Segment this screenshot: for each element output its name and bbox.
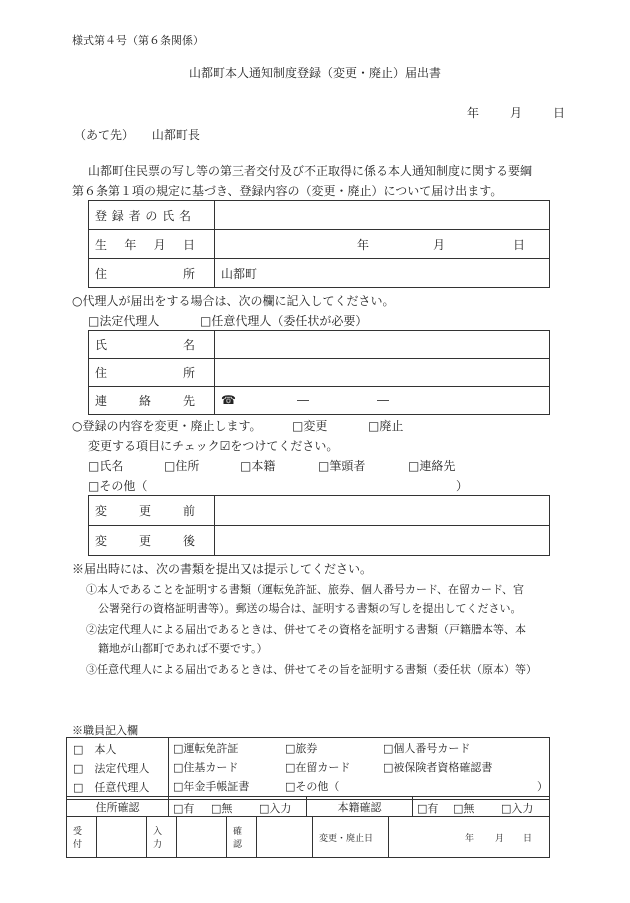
staff-table [66, 737, 550, 800]
registrant-name-label: 登 録 者 の 氏 名 [89, 201, 215, 230]
agent-name-input[interactable] [215, 331, 550, 359]
staff-docs [169, 738, 550, 800]
address-check-label: 住所確認 [67, 797, 169, 817]
note-2-line-1: ②法定代理人による届出であるときは、併せてその資格を証明する書類（戸籍謄本等、本 [86, 623, 526, 636]
change-item-domicile[interactable]: □本籍 [240, 459, 276, 473]
staff-persons [67, 738, 169, 800]
person-legal-agent[interactable]: □ 法定代理人 [73, 762, 150, 775]
phone-dash-1: ― [297, 392, 309, 407]
confirm-label: 確認 [227, 817, 257, 858]
person-voluntary-agent[interactable]: □ 任意代理人 [73, 781, 150, 794]
address-check-input[interactable]: □入力 [259, 801, 292, 815]
registrant-name-input[interactable] [215, 201, 550, 230]
date-month: 月 [509, 106, 522, 120]
date-year: 年 [467, 106, 480, 120]
agent-address-input[interactable] [215, 359, 550, 387]
doc-other-close: ） [537, 780, 548, 793]
agent-option-voluntary[interactable]: □任意代理人（委任状が必要） [200, 314, 368, 328]
note-3-line-1: ③任意代理人による届出であるときは、併せてその旨を証明する書類（委任状（原本）等） [86, 663, 537, 676]
doc-other[interactable]: □その他（ [285, 780, 340, 793]
page-title: 山都町本人通知制度登録（変更・廃止）届出書 [188, 66, 441, 80]
addressee-prefix: （あて先） [74, 128, 135, 142]
change-date-day: 日 [523, 834, 533, 844]
domicile-check-no[interactable]: □無 [453, 801, 475, 815]
address-check-no[interactable]: □無 [211, 801, 233, 815]
received-label: 受付 [67, 817, 97, 858]
agent-contact-label: 連 絡 先 [89, 387, 215, 415]
staff-header: ※職員記入欄 [72, 724, 138, 737]
before-input[interactable] [215, 496, 550, 526]
registrant-address-input[interactable] [215, 259, 550, 288]
input-label: 入力 [147, 817, 177, 858]
form-number: 様式第４号（第６条関係） [72, 34, 204, 47]
registrant-address-value: 山都町 [221, 266, 258, 281]
phone-dash-2: ― [377, 392, 389, 407]
registrant-dob-input[interactable] [215, 230, 550, 259]
agent-option-legal[interactable]: □法定代理人 [88, 314, 160, 328]
addressee-name: 山都町長 [151, 128, 200, 142]
confirm-input[interactable] [257, 817, 313, 858]
change-item-name[interactable]: □氏名 [88, 459, 124, 473]
registrant-dob-label: 生 年 月 日 [89, 230, 215, 259]
date-line [467, 104, 565, 121]
change-item-other-close: ） [456, 479, 469, 493]
change-date-month: 月 [495, 834, 505, 844]
doc-pension[interactable]: □年金手帳証書 [173, 780, 250, 793]
intro-line-2: 第６条第１項の規定に基づき、登録内容の（変更・廃止）について届け出ます。 [72, 184, 503, 198]
change-item-address[interactable]: □住所 [164, 459, 200, 473]
dob-month-unit: 月 [433, 238, 446, 252]
registrant-table [88, 200, 550, 288]
domicile-check-input[interactable]: □入力 [501, 801, 534, 815]
person-self[interactable]: □ 本人 [73, 743, 117, 756]
after-label: 変 更 後 [89, 526, 215, 556]
doc-insurance[interactable]: □被保険者資格確認書 [383, 761, 493, 774]
agent-address-label: 住 所 [89, 359, 215, 387]
dob-year-unit: 年 [357, 238, 370, 252]
phone-icon: ☎ [221, 392, 236, 407]
change-item-head[interactable]: □筆頭者 [318, 459, 366, 473]
addressee [74, 126, 200, 143]
change-item-other[interactable]: □その他（ [88, 479, 148, 493]
date-day: 日 [552, 106, 565, 120]
processing-table [66, 816, 550, 858]
doc-mynumber[interactable]: □個人番号カード [383, 742, 471, 755]
change-date-year: 年 [465, 834, 475, 844]
input-input[interactable] [177, 817, 227, 858]
change-option[interactable]: □変更 [292, 419, 328, 433]
agent-contact-input[interactable] [215, 387, 550, 415]
domicile-check-label: 本籍確認 [307, 797, 413, 817]
before-label: 変 更 前 [89, 496, 215, 526]
change-instruction: 変更する項目にチェック☑をつけてください。 [88, 439, 339, 453]
address-check-opts [169, 797, 307, 817]
agent-table [88, 330, 550, 415]
abolish-option[interactable]: □廃止 [368, 419, 404, 433]
change-date-label: 変更・廃止日 [313, 817, 389, 858]
doc-juki[interactable]: □住基カード [173, 761, 239, 774]
doc-passport[interactable]: □旅券 [285, 742, 318, 755]
change-item-contact[interactable]: □連絡先 [408, 459, 456, 473]
doc-residence[interactable]: □在留カード [285, 761, 351, 774]
note-2-line-2: 籍地が山都町であれば不要です。） [98, 642, 268, 655]
dob-day-unit: 日 [513, 238, 526, 252]
agent-name-label: 氏 名 [89, 331, 215, 359]
intro-line-1: 山都町住民票の写し等の第三者交付及び不正取得に係る本人通知制度に関する要綱 [88, 164, 533, 178]
change-date-input[interactable] [389, 817, 550, 858]
change-table [88, 495, 550, 556]
registrant-address-label: 住 所 [89, 259, 215, 288]
domicile-check-yes[interactable]: □有 [417, 801, 439, 815]
after-input[interactable] [215, 526, 550, 556]
address-check-yes[interactable]: □有 [173, 801, 195, 815]
received-input[interactable] [97, 817, 147, 858]
agent-note: ○代理人が届出をする場合は、次の欄に記入してください。 [72, 294, 395, 308]
note-1-line-1: ①本人であることを証明する書類（運転免許証、旅券、個人番号カード、在留カード、官 [86, 583, 525, 596]
change-line: ○登録の内容を変更・廃止します。 [72, 419, 262, 433]
notes-header: ※届出時には、次の書類を提出又は提示してください。 [72, 562, 373, 576]
note-1-line-2: 公署発行の資格証明書等）。郵送の場合は、証明する書類の写しを提出してください。 [98, 602, 522, 615]
domicile-check-opts [413, 797, 550, 817]
check-table [66, 796, 550, 817]
doc-license[interactable]: □運転免許証 [173, 742, 239, 755]
